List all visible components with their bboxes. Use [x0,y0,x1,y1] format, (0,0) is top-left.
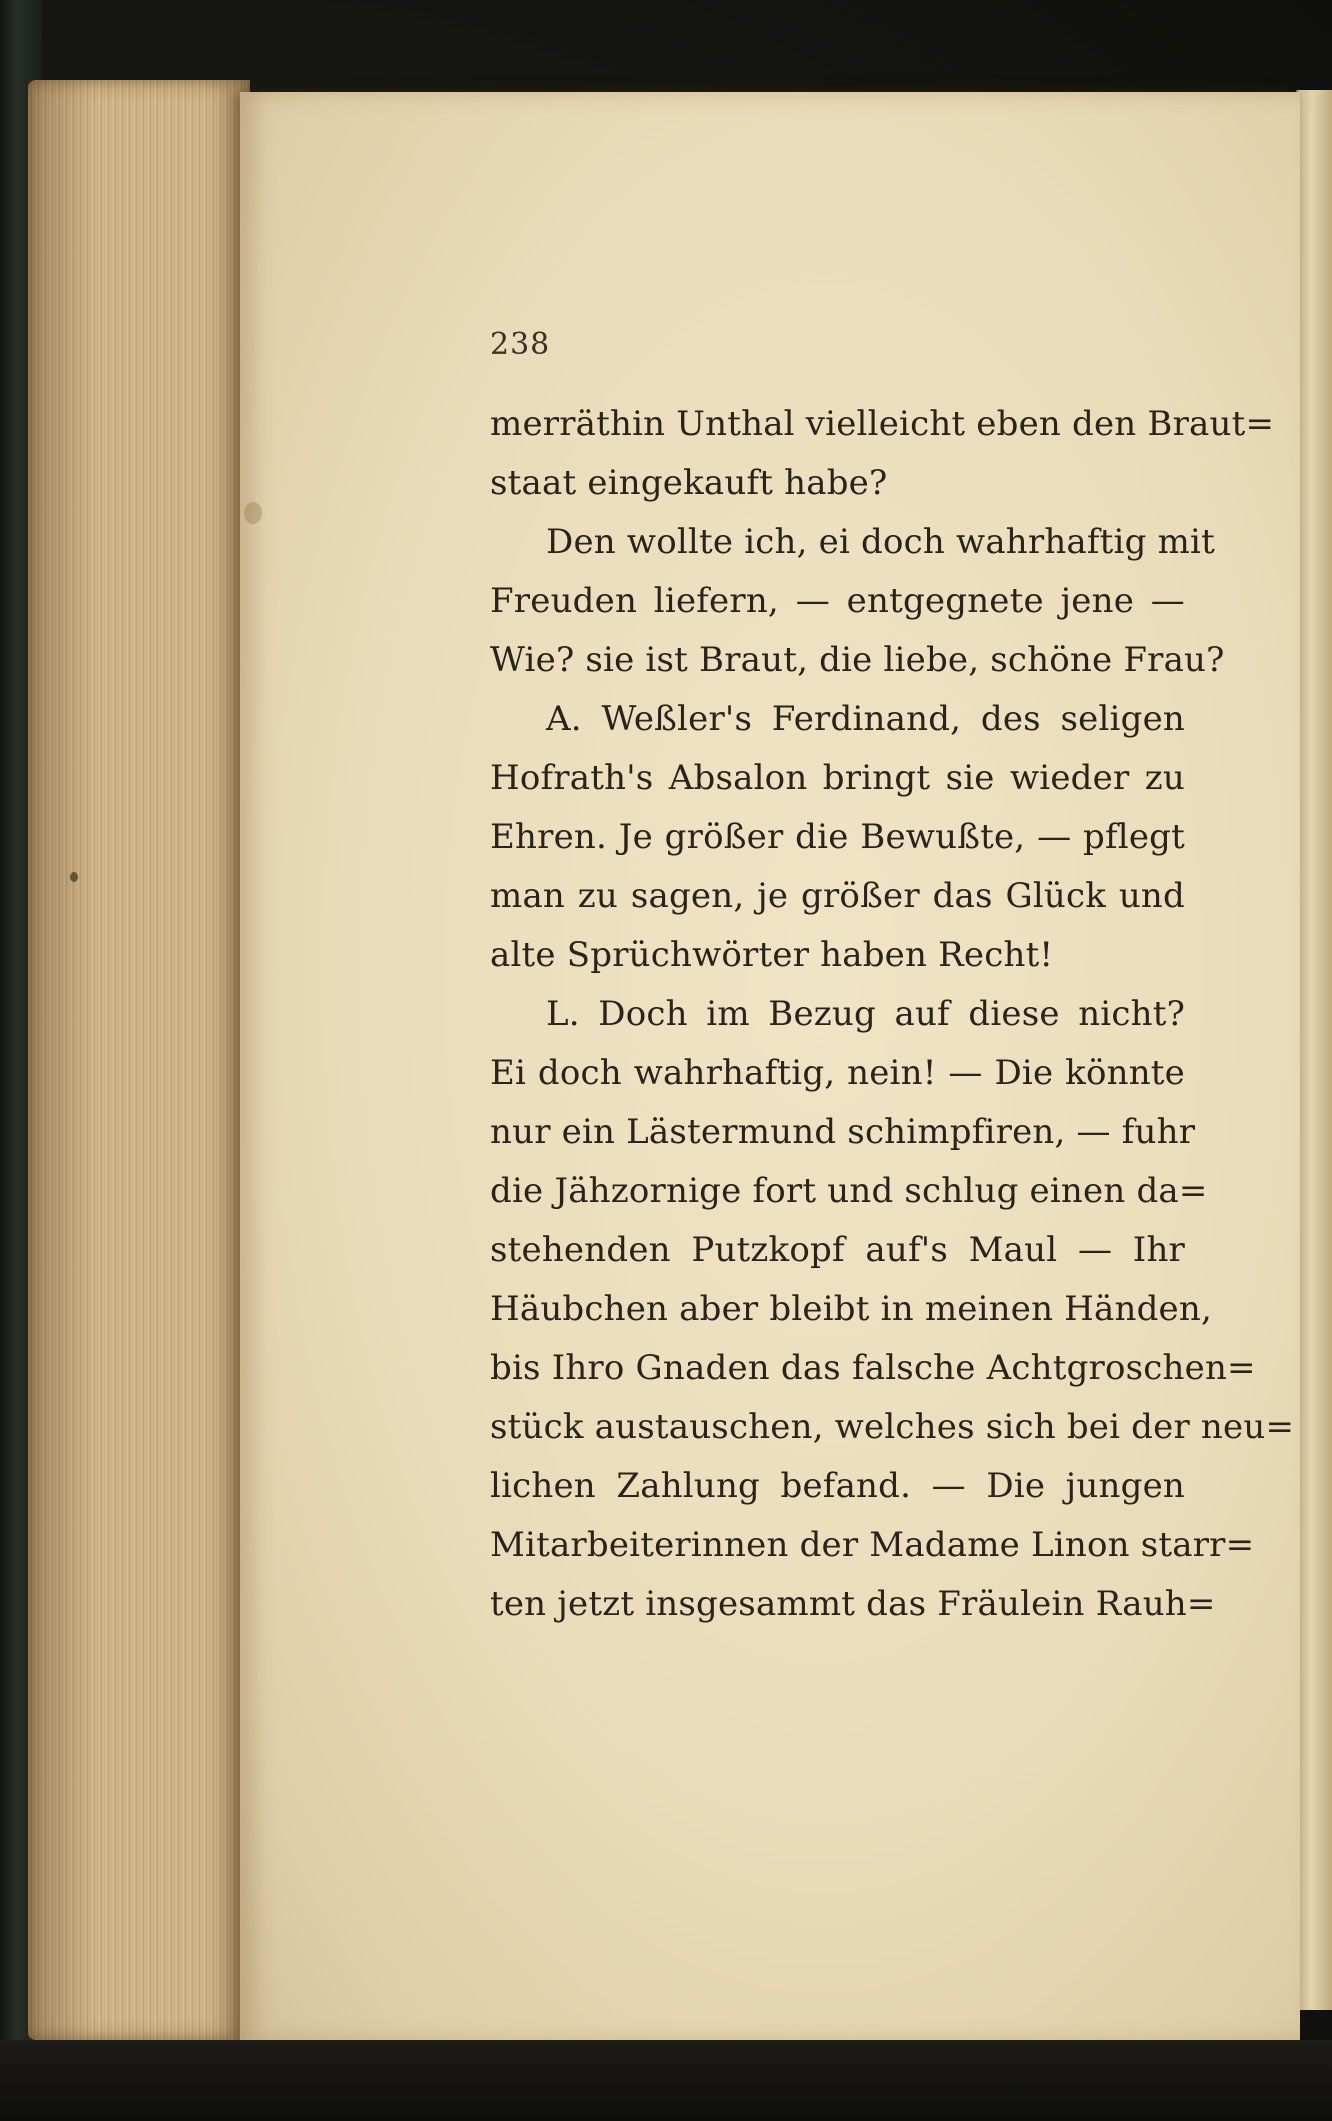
page-number: 238 [490,327,551,362]
text-line: Freuden liefern, — entgegnete jene — [490,581,1185,621]
text-line: Mitarbeiterinnen der Madame Linon starr= [490,1525,1255,1565]
stacked-page-edges [28,80,250,2040]
next-page-edge [1296,90,1332,2010]
text-line: Ei doch wahrhaftig, nein! — Die könnte [490,1053,1185,1093]
text-line: A. Weßler's Ferdinand, des seligen [546,699,1185,739]
text-line: ten jetzt insgesammt das Fräulein Rauh= [490,1584,1216,1624]
text-line: merräthin Unthal vielleicht eben den Braut= [490,404,1275,444]
text-line: stück austauschen, welches sich bei der neu= [490,1407,1295,1447]
text-line: alte Sprüchwörter haben Recht! [490,935,1054,975]
text-line: bis Ihro Gnaden das falsche Achtgroschen= [490,1348,1256,1388]
body-text [490,395,1295,1634]
text-line: lichen Zahlung befand. — Die jungen [490,1466,1185,1506]
text-line: nur ein Lästermund schimpfiren, — fuhr [490,1112,1196,1152]
text-line: Häubchen aber bleibt in meinen Händen, [490,1289,1212,1329]
text-line: L. Doch im Bezug auf diese nicht? [546,994,1185,1034]
text-line: man zu sagen, je größer das Glück und [490,876,1185,916]
text-line: Ehren. Je größer die Bewußte, — pflegt [490,817,1185,857]
text-line: die Jähzornige fort und schlug einen da= [490,1171,1208,1211]
text-line: stehenden Putzkopf auf's Maul — Ihr [490,1230,1185,1270]
text-line: staat eingekauft habe? [490,463,888,503]
text-line: Wie? sie ist Braut, die liebe, schöne Frau? [490,640,1225,680]
page-stain [244,502,262,524]
table-shadow [0,2040,1332,2121]
text-line: Den wollte ich, ei doch wahrhaftig mit [546,522,1215,562]
text-line: Hofrath's Absalon bringt sie wieder zu [490,758,1185,798]
page-stain [70,872,78,882]
